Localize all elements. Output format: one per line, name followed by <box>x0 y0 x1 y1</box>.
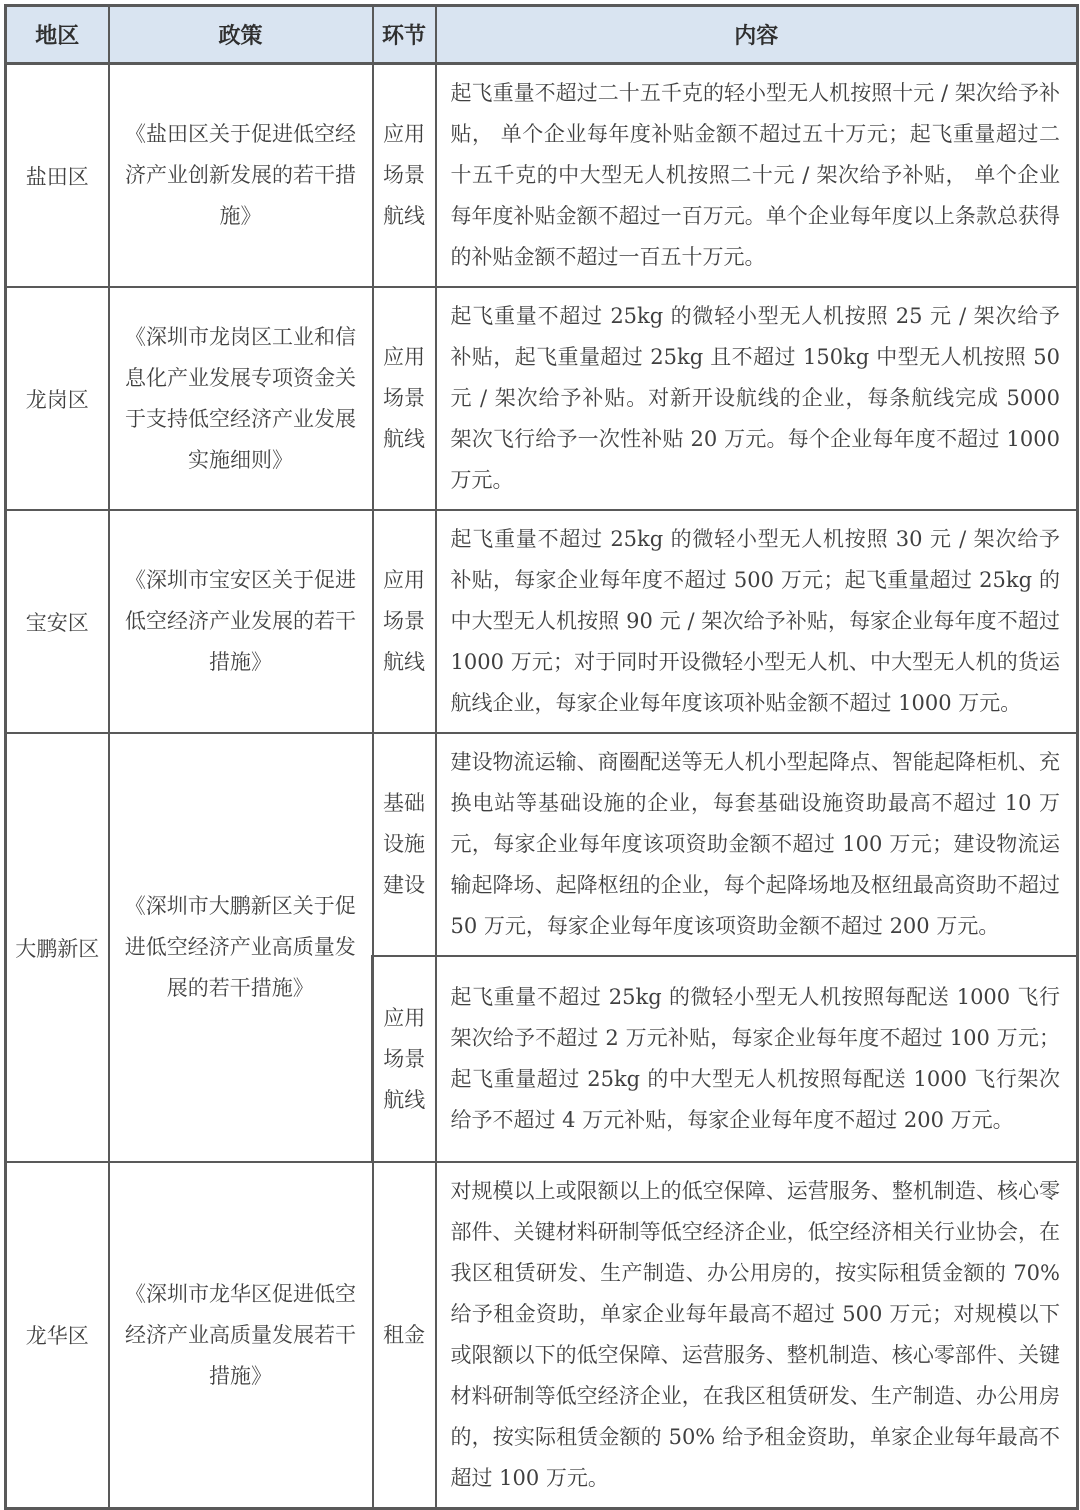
stage-cell: 应用场景航线 <box>373 510 436 733</box>
policy-cell: 《深圳市龙岗区工业和信息化产业发展专项资金关于支持低空经济产业发展实施细则》 <box>109 287 373 510</box>
content-cell: 起飞重量不超过 25kg 的微轻小型无人机按照 30 元 / 架次给予补贴，每家企业每年度不超过 500 万元；起飞重量超过 25kg 的中大型无人机按照 90 元 / 架次给予补贴，每家企业每年度不超过 1000 万元；对于同时开设微轻小型无人机、中大型无人机的货运航线企业，每家企业每年度该项补贴金额不超过 1000 万元。 <box>436 510 1078 733</box>
table-row-longhua <box>6 1162 1078 1509</box>
content-cell: 建设物流运输、商圈配送等无人机小型起降点、智能起降柜机、充换电站等基础设施的企业，每套基础设施资助最高不超过 10 万元，每家企业每年度该项资助金额不超过 100 万元；建设物流运输起降场、起降枢纽的企业，每个起降场地及枢纽最高资助不超过 50 万元，每家企业每年度该项资助金额不超过 200 万元。 <box>436 733 1078 956</box>
region-cell: 大鹏新区 <box>6 733 109 1162</box>
stage-cell: 应用场景航线 <box>373 956 436 1162</box>
stage-cell: 应用场景航线 <box>373 64 436 288</box>
region-cell: 龙华区 <box>6 1162 109 1509</box>
stage-cell: 应用场景航线 <box>373 287 436 510</box>
content-cell: 起飞重量不超过 25kg 的微轻小型无人机按照 25 元 / 架次给予补贴，起飞重量超过 25kg 且不超过 150kg 中型无人机按照 50 元 / 架次给予补贴。对新开设航线的企业，每条航线完成 5000 架次飞行给予一次性补贴 20 万元。每个企业每年度不超过 1000 万元。 <box>436 287 1078 510</box>
table-row-dapeng-infrastructure <box>6 733 1078 956</box>
region-cell: 宝安区 <box>6 510 109 733</box>
table-row-longgang <box>6 287 1078 510</box>
table-row-baoan <box>6 510 1078 733</box>
policy-cell: 《深圳市龙华区促进低空经济产业高质量发展若干措施》 <box>109 1162 373 1509</box>
content-cell: 起飞重量不超过二十五千克的轻小型无人机按照十元 / 架次给予补贴， 单个企业每年度补贴金额不超过五十万元；起飞重量超过二十五千克的中大型无人机按照二十元 / 架次给予补贴， 单个企业每年度补贴金额不超过一百万元。单个企业每年度以上条款总获得的补贴金额不超过一百五十万元。 <box>436 64 1078 288</box>
header-row <box>6 6 1078 64</box>
header-policy: 政策 <box>109 6 373 64</box>
header-region: 地区 <box>6 6 109 64</box>
header-content: 内容 <box>436 6 1078 64</box>
policy-cell: 《盐田区关于促进低空经济产业创新发展的若干措施》 <box>109 64 373 288</box>
region-cell: 盐田区 <box>6 64 109 288</box>
region-cell: 龙岗区 <box>6 287 109 510</box>
header-stage: 环节 <box>373 6 436 64</box>
content-cell: 起飞重量不超过 25kg 的微轻小型无人机按照每配送 1000 飞行架次给予不超过 2 万元补贴，每家企业每年度不超过 100 万元；起飞重量超过 25kg 的中大型无人机按照每配送 1000 飞行架次给予不超过 4 万元补贴，每家企业每年度不超过 200 万元。 <box>436 956 1078 1162</box>
policy-cell: 《深圳市宝安区关于促进低空经济产业发展的若干措施》 <box>109 510 373 733</box>
policy-cell: 《深圳市大鹏新区关于促进低空经济产业高质量发展的若干措施》 <box>109 733 373 1162</box>
stage-cell: 租金 <box>373 1162 436 1509</box>
low-altitude-economy-policy-table <box>4 4 1079 1510</box>
content-cell: 对规模以上或限额以上的低空保障、运营服务、整机制造、核心零部件、关键材料研制等低空经济企业，低空经济相关行业协会，在我区租赁研发、生产制造、办公用房的，按实际租赁金额的 70% 给予租金资助，单家企业每年最高不超过 500 万元；对规模以下或限额以下的低空保障、运营服务、整机制造、核心零部件、关键材料研制等低空经济企业，在我区租赁研发、生产制造、办公用房的，按实际租赁金额的 50% 给予租金资助，单家企业每年最高不超过 100 万元。 <box>436 1162 1078 1509</box>
table-row-yantian <box>6 64 1078 288</box>
stage-cell: 基础设施建设 <box>373 733 436 956</box>
